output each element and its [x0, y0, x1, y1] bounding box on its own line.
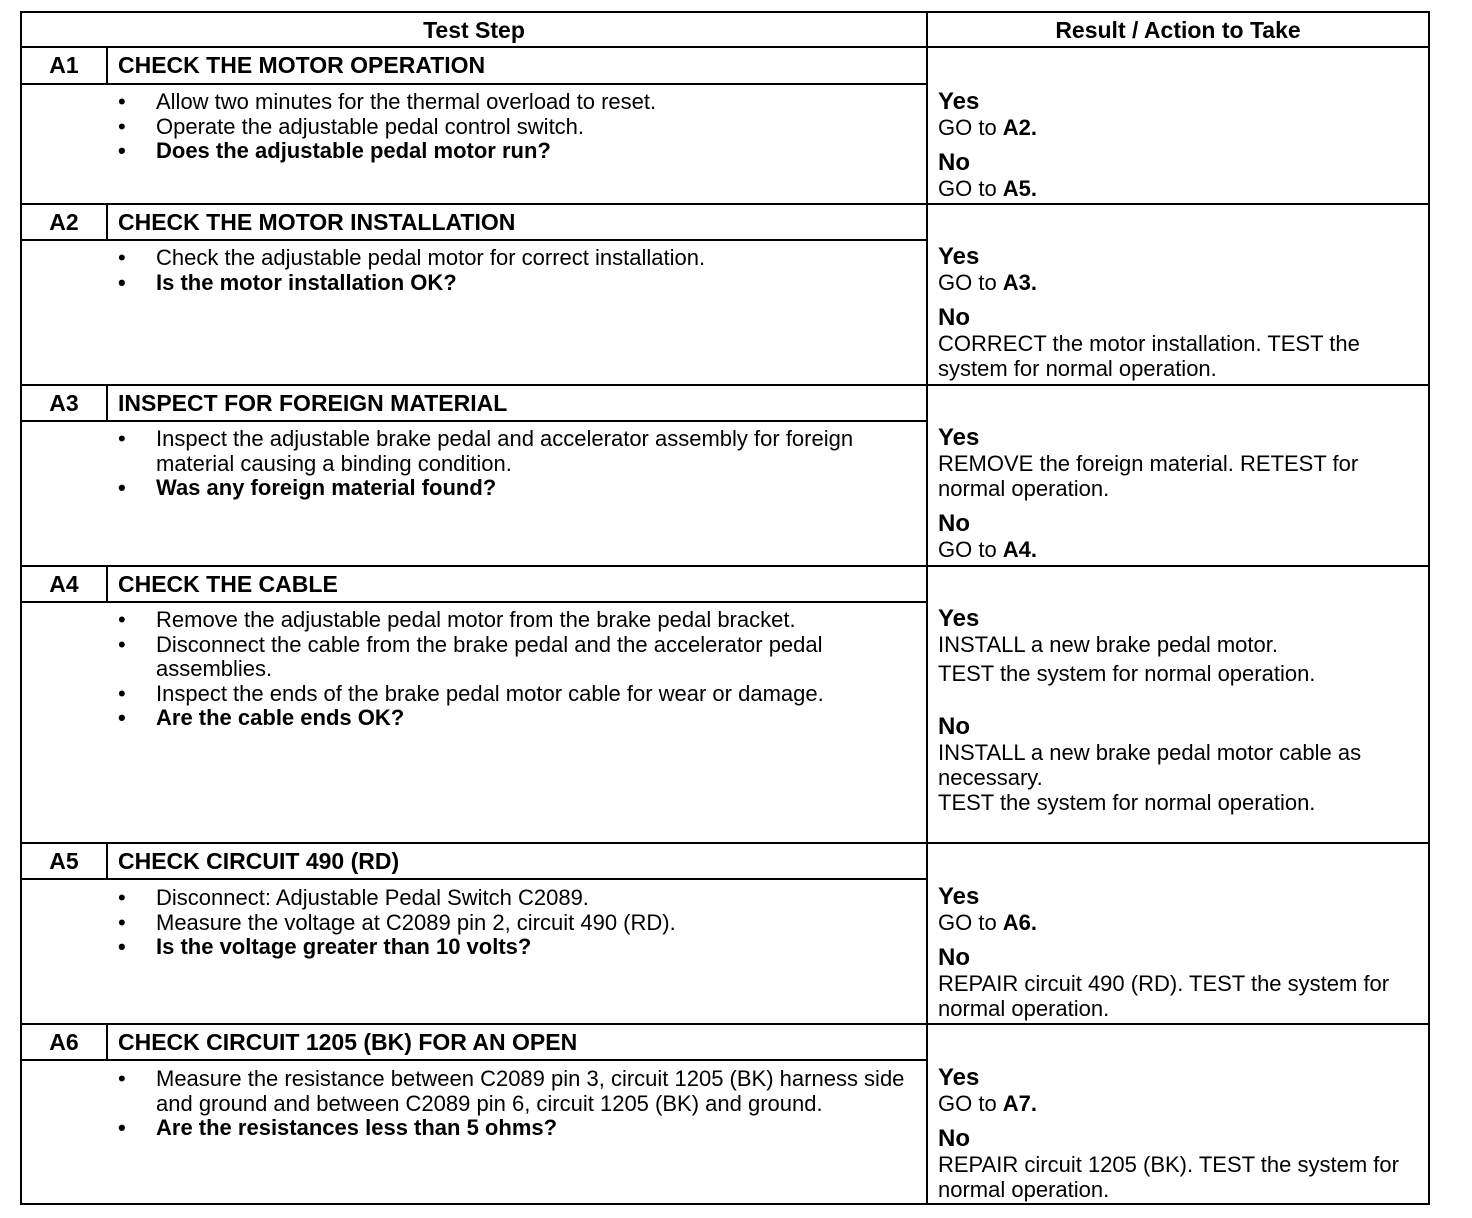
step-result [938, 884, 1423, 1021]
step-title: CHECK THE MOTOR INSTALLATION [118, 209, 516, 235]
step-actions [114, 608, 924, 731]
action-item: • Disconnect the cable from the brake pedal and the accelerator pedal assemblies. [114, 633, 924, 682]
id-divider [106, 205, 108, 240]
no-label: No [938, 713, 970, 740]
yes-label: Yes [938, 88, 980, 115]
header-result-action: Result / Action to Take [928, 13, 1428, 48]
step-actions [114, 427, 924, 501]
no-action: INSTALL a new brake pedal motor cable as necessary. [938, 740, 1362, 790]
step-id: A3 [49, 390, 79, 416]
no-action-text: GO to [938, 176, 1003, 201]
step-question: • Are the cable ends OK? [114, 706, 924, 731]
step-title: INSPECT FOR FOREIGN MATERIAL [118, 390, 508, 416]
step-title: CHECK CIRCUIT 1205 (BK) FOR AN OPEN [118, 1029, 578, 1055]
step-question: • Does the adjustable pedal motor run? [114, 139, 924, 164]
no-target: A4. [1002, 537, 1038, 562]
no-action: CORRECT the motor installation. TEST the system for normal operation. [938, 331, 1360, 381]
step-actions [114, 90, 924, 164]
yes-label: Yes [938, 605, 980, 632]
step-result [938, 606, 1423, 815]
id-divider [106, 1025, 108, 1060]
step-result [938, 89, 1423, 201]
id-divider [106, 844, 108, 879]
action-item: • Operate the adjustable pedal control switch. [114, 115, 924, 140]
step-question: • Are the resistances less than 5 ohms? [114, 1116, 924, 1141]
title-underline [22, 83, 926, 85]
yes-action [938, 910, 1423, 935]
header-test-step: Test Step [22, 13, 926, 48]
step-title: CHECK THE MOTOR OPERATION [118, 52, 486, 78]
step-id: A2 [49, 209, 79, 235]
step-question: • Is the voltage greater than 10 volts? [114, 935, 924, 960]
yes-action [938, 270, 1423, 295]
no-label: No [938, 944, 970, 971]
no-label: No [938, 149, 970, 176]
title-underline [22, 239, 926, 241]
action-item: • Measure the voltage at C2089 pin 2, circuit 490 (RD). [114, 911, 924, 936]
no-target: A5. [1002, 176, 1038, 201]
yes-label: Yes [938, 424, 980, 451]
yes-label: Yes [938, 883, 980, 910]
yes-action [938, 1091, 1423, 1116]
action-item: • Remove the adjustable pedal motor from the brake pedal bracket. [114, 608, 924, 633]
step-id: A6 [49, 1029, 79, 1055]
step-id: A4 [49, 571, 79, 597]
no-action-text: GO to [938, 537, 1003, 562]
yes-target: A2. [1002, 115, 1038, 140]
no-label: No [938, 510, 970, 537]
yes-action-test: TEST the system for normal operation. [938, 661, 1316, 686]
step-id: A5 [49, 848, 79, 874]
step-result [938, 1065, 1423, 1202]
action-item: • Measure the resistance between C2089 pin 3, circuit 1205 (BK) harness side and ground and between C2089 pin 6, circuit 1205 (BK) and ground. [114, 1067, 924, 1116]
step-title: CHECK CIRCUIT 490 (RD) [118, 848, 400, 874]
yes-action: REMOVE the foreign material. RETEST for normal operation. [938, 451, 1359, 501]
yes-action-text: GO to [938, 270, 1003, 295]
no-action [938, 176, 1423, 201]
step-question: • Was any foreign material found? [114, 476, 924, 501]
yes-action [938, 115, 1423, 140]
action-item: • Check the adjustable pedal motor for correct installation. [114, 246, 924, 271]
title-underline [22, 420, 926, 422]
diagnostic-table [20, 11, 1430, 1205]
step-id: A1 [49, 52, 79, 78]
yes-action-text: GO to [938, 1091, 1003, 1116]
step-title: CHECK THE CABLE [118, 571, 338, 597]
action-item: • Inspect the adjustable brake pedal and accelerator assembly for foreign material causing a binding condition. [114, 427, 924, 476]
id-divider [106, 48, 108, 84]
id-divider [106, 386, 108, 421]
step-question: • Is the motor installation OK? [114, 271, 924, 296]
step-result [938, 425, 1423, 562]
no-action-test: TEST the system for normal operation. [938, 790, 1316, 815]
yes-label: Yes [938, 1064, 980, 1091]
yes-target: A3. [1002, 270, 1038, 295]
yes-action-text: GO to [938, 115, 1003, 140]
step-actions [114, 1067, 924, 1141]
action-item: • Disconnect: Adjustable Pedal Switch C2089. [114, 886, 924, 911]
step-actions [114, 246, 924, 295]
step-actions [114, 886, 924, 960]
yes-target: A7. [1002, 1091, 1038, 1116]
title-underline [22, 878, 926, 880]
yes-action: INSTALL a new brake pedal motor. [938, 632, 1278, 657]
step-result [938, 244, 1423, 381]
title-underline [22, 601, 926, 603]
id-divider [106, 567, 108, 602]
yes-target: A6. [1002, 910, 1038, 935]
yes-label: Yes [938, 243, 980, 270]
action-item: • Allow two minutes for the thermal overload to reset. [114, 90, 924, 115]
no-action: REPAIR circuit 1205 (BK). TEST the system for normal operation. [938, 1152, 1399, 1202]
action-item: • Inspect the ends of the brake pedal motor cable for wear or damage. [114, 682, 924, 707]
title-underline [22, 1059, 926, 1061]
yes-action-text: GO to [938, 910, 1003, 935]
no-action: REPAIR circuit 490 (RD). TEST the system for normal operation. [938, 971, 1390, 1021]
no-label: No [938, 304, 970, 331]
no-action [938, 537, 1423, 562]
no-label: No [938, 1125, 970, 1152]
